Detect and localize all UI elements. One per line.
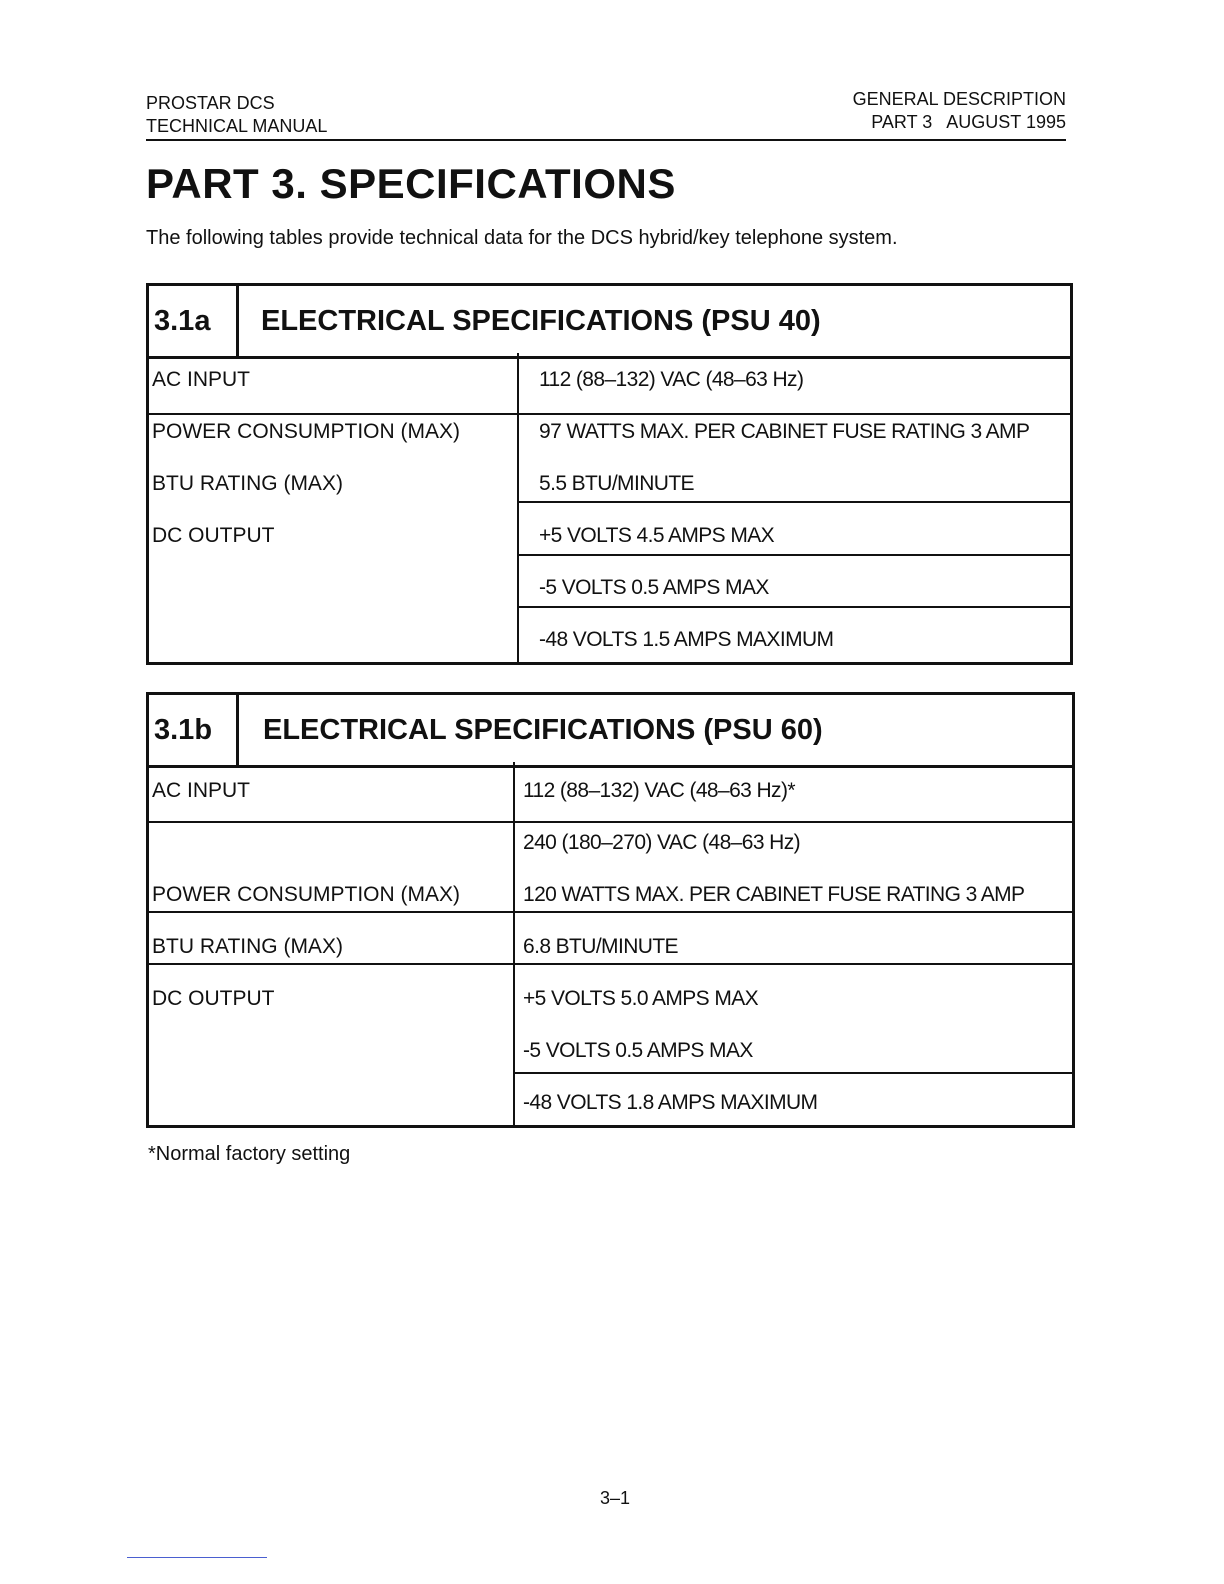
spec-label: DC OUTPUT: [152, 987, 275, 1010]
row-divider: [519, 554, 1070, 556]
row-divider: [149, 963, 1072, 965]
spec-value: -48 VOLTS 1.8 AMPS MAXIMUM: [523, 1091, 818, 1114]
table-row: [149, 765, 1072, 817]
spec-table-header: [149, 286, 1070, 359]
spec-value: 112 (88–132) VAC (48–63 Hz): [539, 368, 804, 391]
header-manual: TECHNICAL MANUAL: [146, 116, 328, 136]
spec-value: 240 (180–270) VAC (48–63 Hz): [523, 831, 800, 854]
row-divider: [149, 821, 1072, 823]
table-row: [149, 1025, 1072, 1077]
table-row: [149, 1077, 1072, 1129]
spec-value: 97 WATTS MAX. PER CABINET FUSE RATING 3 AMP: [539, 420, 1030, 443]
row-divider: [149, 911, 1072, 913]
header-left: [146, 92, 327, 138]
table-row: [149, 817, 1072, 869]
footer-line: [127, 1557, 267, 1558]
page-title: PART 3. SPECIFICATIONS: [146, 160, 676, 207]
spec-table-psu40: [146, 283, 1073, 665]
table-row: [149, 614, 1070, 666]
spec-value: -48 VOLTS 1.5 AMPS MAXIMUM: [539, 628, 834, 651]
spec-value: -5 VOLTS 0.5 AMPS MAX: [523, 1039, 753, 1062]
table-number: 3.1a: [149, 286, 239, 356]
table-row: [149, 973, 1072, 1025]
spec-value: -5 VOLTS 0.5 AMPS MAX: [539, 576, 769, 599]
header-part-date: PART 3 AUGUST 1995: [871, 112, 1066, 132]
spec-value: +5 VOLTS 5.0 AMPS MAX: [523, 987, 759, 1010]
table-row: [149, 869, 1072, 921]
footnote: *Normal factory setting: [148, 1143, 351, 1165]
spec-label: POWER CONSUMPTION (MAX): [152, 420, 460, 443]
spec-label: POWER CONSUMPTION (MAX): [152, 883, 460, 906]
spec-label: AC INPUT: [152, 779, 251, 802]
spec-table-header: [149, 695, 1072, 768]
row-divider: [519, 501, 1070, 503]
spec-table-psu60: [146, 692, 1075, 1128]
table-row: [149, 354, 1070, 406]
row-divider: [519, 606, 1070, 608]
spec-value: +5 VOLTS 4.5 AMPS MAX: [539, 524, 775, 547]
spec-value: 120 WATTS MAX. PER CABINET FUSE RATING 3 AMP: [523, 883, 1025, 906]
row-divider: [515, 1072, 1072, 1074]
table-heading: ELECTRICAL SPECIFICATIONS (PSU 60): [263, 713, 823, 746]
spec-label: BTU RATING (MAX): [152, 472, 343, 495]
spec-label: DC OUTPUT: [152, 524, 275, 547]
intro-paragraph: The following tables provide technical data for the DCS hybrid/key telephone system.: [146, 227, 898, 249]
row-divider: [149, 413, 1070, 415]
page-number: 3–1: [600, 1488, 631, 1508]
spec-value: 6.8 BTU/MINUTE: [523, 935, 678, 958]
spec-value: 5.5 BTU/MINUTE: [539, 472, 694, 495]
header-right: [853, 88, 1066, 134]
header-section: GENERAL DESCRIPTION: [852, 89, 1066, 109]
spec-value: 112 (88–132) VAC (48–63 Hz)*: [523, 779, 795, 802]
table-heading: ELECTRICAL SPECIFICATIONS (PSU 40): [261, 304, 821, 337]
spec-label: AC INPUT: [152, 368, 251, 391]
spec-label: BTU RATING (MAX): [152, 935, 343, 958]
table-number: 3.1b: [149, 695, 239, 765]
table-row: [149, 921, 1072, 973]
header-rule: [146, 139, 1066, 141]
header-product: PROSTAR DCS: [146, 93, 275, 113]
